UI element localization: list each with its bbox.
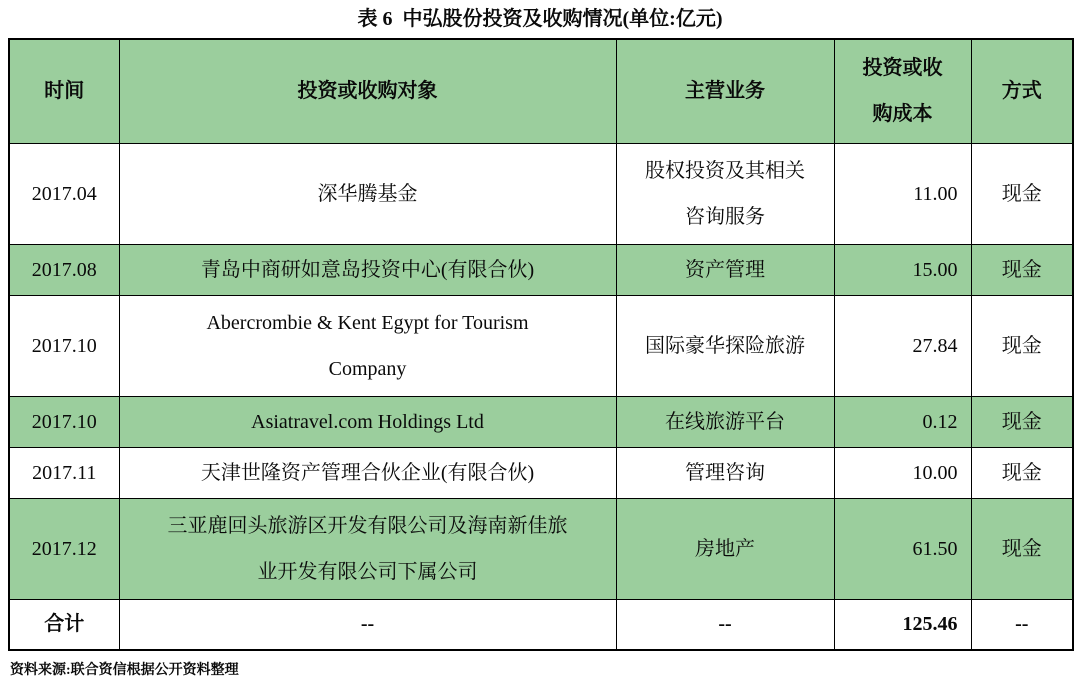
cell-time: 2017.08 — [9, 244, 119, 295]
table-row — [9, 295, 1073, 396]
cell-target: 天津世隆资产管理合伙企业(有限合伙) — [119, 447, 616, 498]
cell-cost: 0.12 — [834, 396, 971, 447]
table-total-row — [9, 599, 1073, 650]
source-note: 资料来源:联合资信根据公开资料整理 — [10, 662, 239, 678]
table-row — [9, 447, 1073, 498]
cell-method: 现金 — [971, 498, 1073, 599]
cell-method: 现金 — [971, 447, 1073, 498]
cell-cost: 10.00 — [834, 447, 971, 498]
cell-cost: 11.00 — [834, 143, 971, 244]
col-header-cost: 投资或收 购成本 — [834, 39, 971, 143]
cell-business: 股权投资及其相关 咨询服务 — [616, 143, 834, 244]
col-header-time: 时间 — [9, 39, 119, 143]
col-header-business: 主营业务 — [616, 39, 834, 143]
cell-business: 资产管理 — [616, 244, 834, 295]
cell-cost: 15.00 — [834, 244, 971, 295]
cell-method: 现金 — [971, 244, 1073, 295]
cell-business: 房地产 — [616, 498, 834, 599]
cell-method: 现金 — [971, 295, 1073, 396]
cell-total-target: -- — [119, 599, 616, 650]
cell-time: 2017.10 — [9, 396, 119, 447]
cell-business: 管理咨询 — [616, 447, 834, 498]
col-header-target: 投资或收购对象 — [119, 39, 616, 143]
cell-target: 青岛中商研如意岛投资中心(有限合伙) — [119, 244, 616, 295]
cell-target: Abercrombie & Kent Egypt for Tourism Company — [119, 295, 616, 396]
cell-total-label: 合计 — [9, 599, 119, 650]
cell-time: 2017.04 — [9, 143, 119, 244]
cell-business: 在线旅游平台 — [616, 396, 834, 447]
table-row — [9, 143, 1073, 244]
cell-total-business: -- — [616, 599, 834, 650]
cell-target: Asiatravel.com Holdings Ltd — [119, 396, 616, 447]
col-header-method: 方式 — [971, 39, 1073, 143]
cell-target: 深华腾基金 — [119, 143, 616, 244]
cell-cost: 61.50 — [834, 498, 971, 599]
cell-time: 2017.12 — [9, 498, 119, 599]
cell-total-method: -- — [971, 599, 1073, 650]
table-header-row — [9, 39, 1073, 143]
cell-time: 2017.10 — [9, 295, 119, 396]
cell-time: 2017.11 — [9, 447, 119, 498]
table-row — [9, 498, 1073, 599]
cell-method: 现金 — [971, 396, 1073, 447]
cell-target: 三亚鹿回头旅游区开发有限公司及海南新佳旅 业开发有限公司下属公司 — [119, 498, 616, 599]
cell-total-cost: 125.46 — [834, 599, 971, 650]
table-row — [9, 396, 1073, 447]
table-row — [9, 244, 1073, 295]
investment-acquisition-table — [8, 38, 1074, 651]
cell-cost: 27.84 — [834, 295, 971, 396]
cell-business: 国际豪华探险旅游 — [616, 295, 834, 396]
table-title: 表 6 中弘股份投资及收购情况(单位:亿元) — [357, 8, 723, 30]
cell-method: 现金 — [971, 143, 1073, 244]
